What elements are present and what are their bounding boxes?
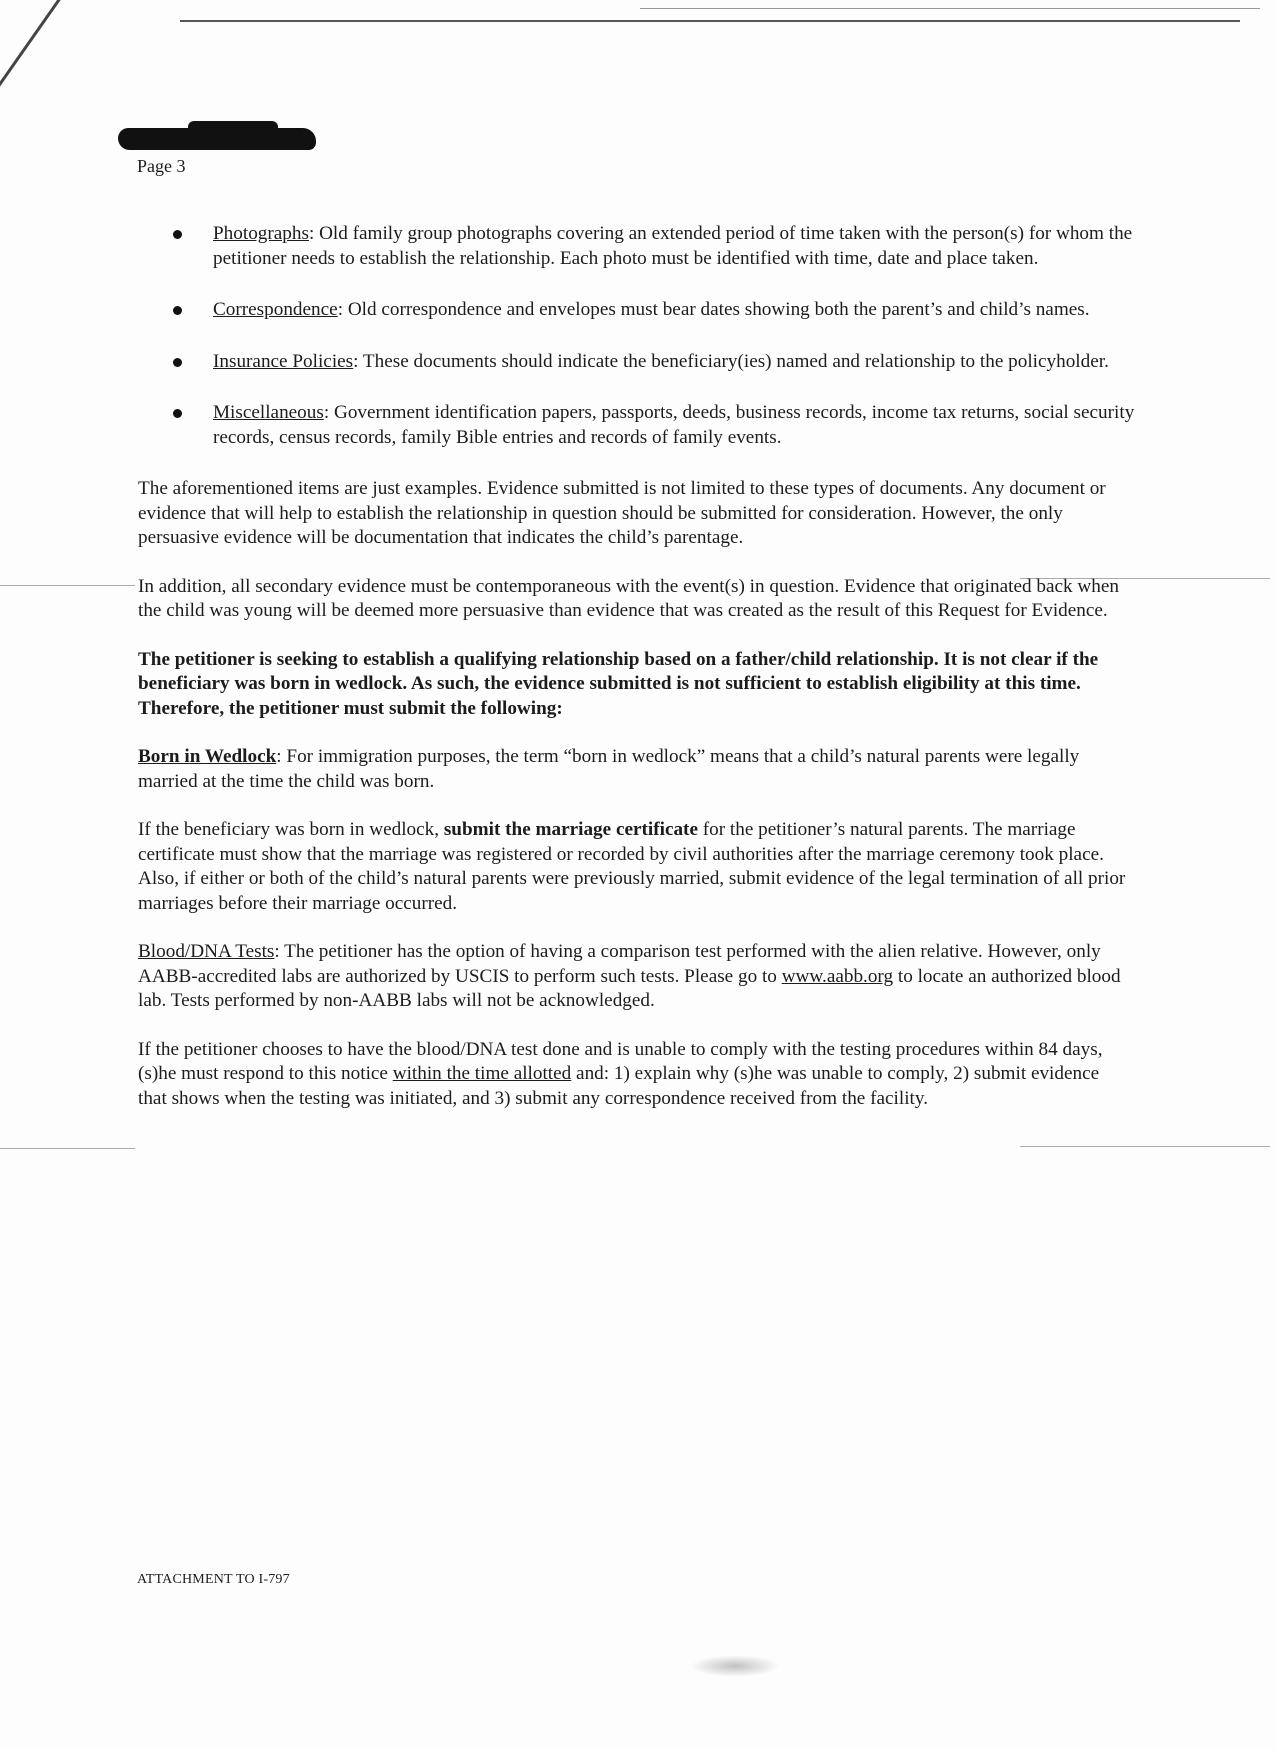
- wedlock-term: Born in Wedlock: [138, 746, 277, 767]
- list-item: [138, 298, 1143, 323]
- contemporaneous-paragraph: In addition, all secondary evidence must be contemporaneous with the event(s) in question. Evidence that originated back when the child was young will be deemed more persuasive than evidence that was created as the result of this Request for Evidence.: [138, 575, 1119, 621]
- scan-corner-fold: [0, 0, 132, 112]
- scan-margin-line: [0, 1148, 135, 1149]
- document-body: [138, 222, 1138, 1135]
- bullet-icon: [173, 358, 182, 367]
- redaction-mark: [118, 128, 316, 150]
- marriage-paragraph: [138, 818, 1128, 916]
- scan-margin-line: [1020, 1146, 1270, 1147]
- marriage-text-after: for the petitioner’s natural parents. The marriage certificate must show that the marriage was registered or recorded by civil authorities after the marriage ceremony took place. Also, if either or both of the child’s natural parents were previously married, submit evidence of the legal termination of all prior marriages before their marriage occurred.: [138, 819, 1126, 914]
- scan-fold-line: [180, 20, 1240, 22]
- time-allotted-emphasis: within the time allotted: [392, 1063, 572, 1084]
- scan-smudge: [690, 1655, 780, 1677]
- list-item-term: Correspondence: [213, 299, 338, 320]
- dna-timing-after: and: 1) explain why (s)he was unable to comply, 2) submit evidence that shows when the testing was initiated, and 3) submit any correspondence received from the facility.: [138, 1063, 1100, 1109]
- list-item-term: Photographs: [213, 223, 309, 244]
- bullet-icon: [173, 230, 182, 239]
- dna-text-after: to locate an authorized blood lab. Tests performed by non-AABB labs will not be acknowledged.: [138, 965, 1121, 1011]
- bullet-icon: [173, 409, 182, 418]
- marriage-certificate-emphasis: submit the marriage certificate: [443, 819, 698, 840]
- list-item-term: Insurance Policies: [213, 350, 354, 372]
- wedlock-paragraph: [138, 745, 1128, 794]
- dna-timing-before: If the petitioner chooses to have the blood/DNA test done and is unable to comply with the testing procedures within 84 days, (s)he must respond to this notice: [138, 1038, 1103, 1084]
- list-item: [138, 350, 1143, 375]
- dna-text: : The petitioner has the option of having a comparison test performed with the alien relative. However, only AABB-accredited labs are authorized by USCIS to perform such tests. Please go to: [138, 941, 1101, 987]
- aabb-link[interactable]: www.aabb.org: [781, 965, 894, 987]
- list-item-text: : Government identification papers, passports, deeds, business records, income tax returns, social security records, census records, family Bible entries and records of family events.: [213, 402, 1135, 448]
- examples-paragraph: The aforementioned items are just examples. Evidence submitted is not limited to these types of documents. Any document or evidence that will help to establish the relationship in question should be submitted for consideration. However, the only persuasive evidence will be documentation that indicates the child’s parentage.: [138, 478, 1106, 548]
- list-item-text: : Old correspondence and envelopes must bear dates showing both the parent’s and child’s names.: [337, 299, 1090, 320]
- marriage-text-before: If the beneficiary was born in wedlock,: [138, 819, 444, 840]
- scan-margin-line: [0, 585, 135, 586]
- attachment-footer: ATTACHMENT TO I-797: [137, 1572, 290, 1587]
- scan-edge-line: [640, 8, 1260, 9]
- eligibility-notice: The petitioner is seeking to establish a qualifying relationship based on a father/child relationship. It is not clear if the beneficiary was born in wedlock. As such, the evidence submitted is not sufficient to establish eligibility at this time. Therefore, the petitioner must submit the following:: [138, 648, 1099, 719]
- evidence-list: [138, 222, 1138, 450]
- list-item-text: : Old family group photographs covering an extended period of time taken with the person(s) for whom the petitioner needs to establish the relationship. Each photo must be identified with time, date and place taken.: [213, 223, 1133, 269]
- list-item-text: : These documents should indicate the beneficiary(ies) named and relationship to the policyholder.: [353, 350, 1109, 372]
- list-item: [138, 401, 1143, 450]
- list-item-term: Miscellaneous: [213, 402, 324, 423]
- page-number: Page 3: [137, 156, 186, 176]
- list-item: [138, 222, 1143, 271]
- dna-paragraph: [138, 940, 1128, 1014]
- wedlock-text: : For immigration purposes, the term “born in wedlock” means that a child’s natural parents were legally married at the time the child was born.: [138, 746, 1080, 792]
- dna-term: Blood/DNA Tests: [138, 941, 275, 962]
- dna-timing-paragraph: [138, 1038, 1128, 1112]
- bullet-icon: [173, 306, 182, 315]
